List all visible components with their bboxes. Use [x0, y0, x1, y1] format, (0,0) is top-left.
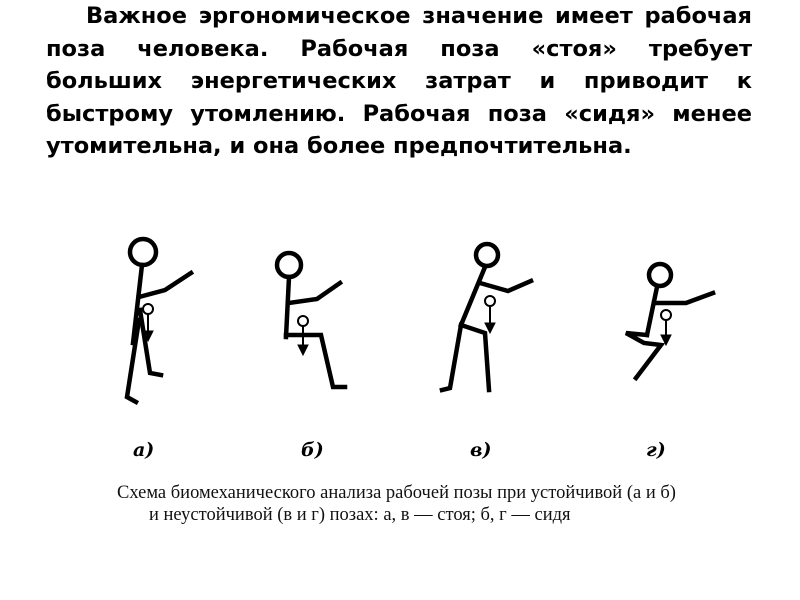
figure-b-sitting-stable: [277, 253, 345, 387]
stick-figures-drawing: [0, 225, 800, 475]
main-paragraph: Важное эргономическое значение имеет рабочая поза человека. Рабочая поза «стоя» требует больших энергетических затрат и приводит к быстрому утомлению. Рабочая поза «сидя» менее утомительна, и она более предпочтительна.: [46, 3, 752, 159]
figure-a-head: [130, 239, 156, 265]
figure-label-a: а): [133, 439, 155, 461]
figure-d-sitting-unstable: [626, 264, 713, 378]
figure-c-head: [476, 244, 498, 266]
figure-label-b: б): [301, 439, 324, 461]
caption-line-1: Схема биомеханического анализа рабочей позы при устойчивой (а и б): [117, 483, 676, 503]
figure-c-standing-unstable: [442, 244, 531, 390]
figure-label-c: в): [470, 439, 492, 461]
figure-label-d: г): [646, 439, 666, 461]
figure-a-standing-stable: [127, 239, 191, 402]
caption-line-2: и неустойчивой (в и г) позах: а, в — стоя; б, г — сидя: [149, 505, 571, 525]
figure-caption: [117, 482, 777, 526]
figure-b-head: [277, 253, 301, 277]
figure-d-head: [649, 264, 671, 286]
posture-diagram: [0, 225, 800, 475]
